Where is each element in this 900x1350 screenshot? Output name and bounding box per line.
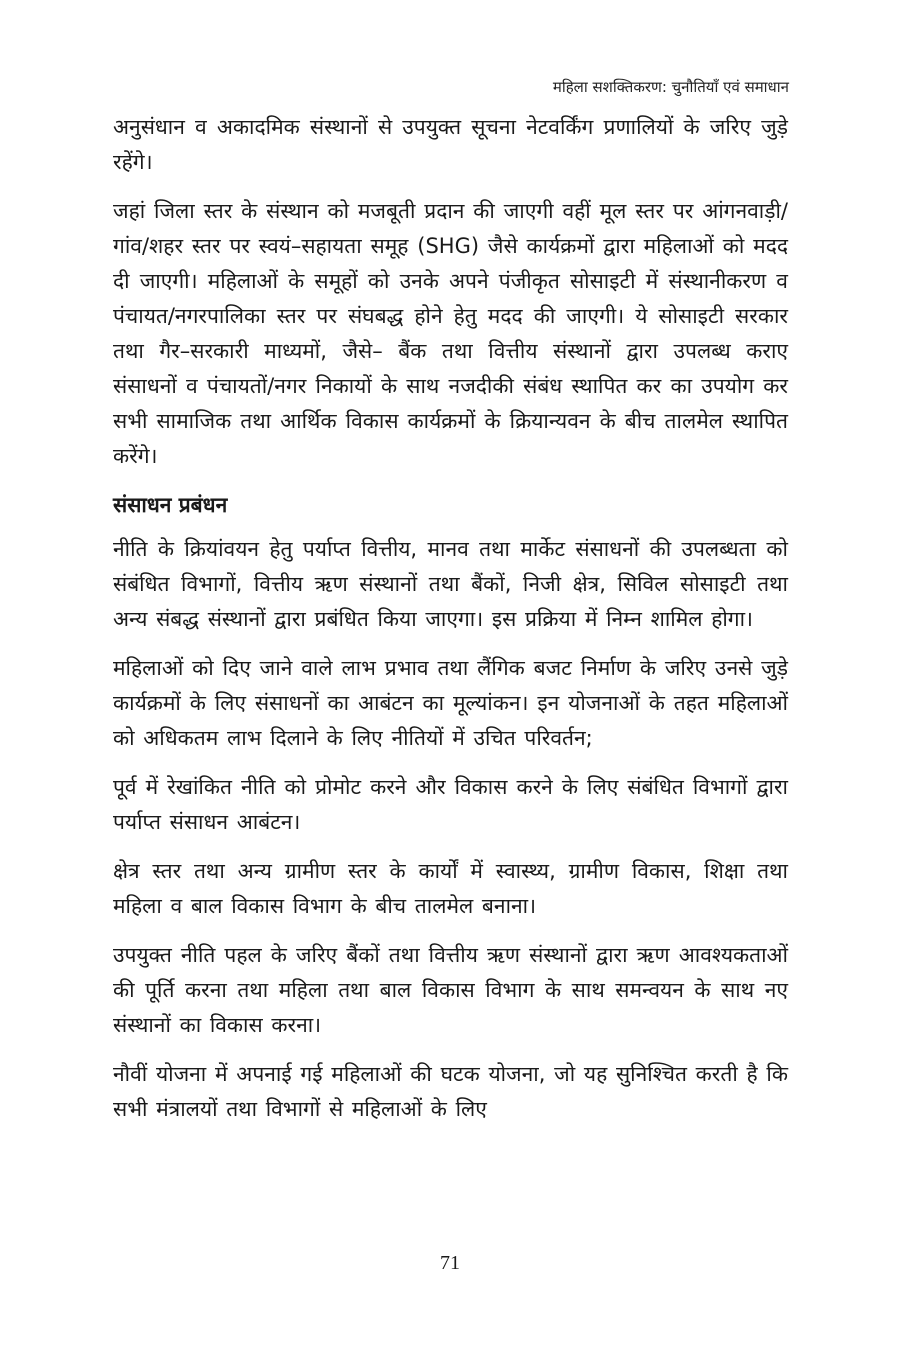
page-body <box>113 110 788 1141</box>
paragraph-resource-allocation: पूर्व में रेखांकित नीति को प्रोमोट करने और विकास करने के लिए संबंधित विभागों द्वारा पर्याप्त संसाधन आबंटन। <box>113 775 788 834</box>
paragraph-field-coordination: क्षेत्र स्तर तथा अन्य ग्रामीण स्तर के कार्यों में स्वास्थ्य, ग्रामीण विकास, शिक्षा तथा महिला व बाल विकास विभाग के बीच तालमेल बनाना। <box>113 859 788 918</box>
paragraph-district-institutions: जहां जिला स्तर के संस्थान को मजबूती प्रदान की जाएगी वहीं मूल स्तर पर आंगनवाड़ी/गांव/शहर स्तर पर स्वयं–सहायता समूह (SHG) जैसे कार्यक्रमों द्वारा महिलाओं को मदद दी जाएगी। महिलाओं के समूहों को उनके अपने पंजीकृत सोसाइटी में संस्थानीकरण व पंचायत/नगरपालिका स्तर पर संघबद्ध होने हेतु मदद की जाएगी। ये सोसाइटी सरकार तथा गैर–सरकारी माध्यमों, जैसे– बैंक तथा वित्तीय संस्थानों द्वारा उपलब्ध कराए संसाधनों व पंचायतों/नगर निकायों के साथ नजदीकी संबंध स्थापित कर का उपयोग कर सभी सामाजिक तथा आर्थिक विकास कार्यक्रमों के क्रियान्यवन के बीच तालमेल स्थापित करेंगे। <box>113 199 788 468</box>
paragraph-gender-budgeting: महिलाओं को दिए जाने वाले लाभ प्रभाव तथा लैंगिक बजट निर्माण के जरिए उनसे जुड़े कार्यक्रमों के लिए संसाधनों का आबंटन का मूल्यांकन। इन योजनाओं के तहत महिलाओं को अधिकतम लाभ दिलाने के लिए नीतियों में उचित परिवर्तन; <box>113 656 788 750</box>
paragraph-resource-availability: नीति के क्रियांवयन हेतु पर्याप्त वित्तीय, मानव तथा मार्केट संसाधनों की उपलब्धता को संबंधित विभागों, वित्तीय ऋण संस्थानों तथा बैंकों, निजी क्षेत्र, सिविल सोसाइटी तथा अन्य संबद्ध संस्थानों द्वारा प्रबंधित किया जाएगा। इस प्रक्रिया में निम्न शामिल होगा। <box>113 537 788 631</box>
paragraph-credit-needs: उपयुक्त नीति पहल के जरिए बैंकों तथा वित्तीय ऋण संस्थानों द्वारा ऋण आवश्यकताओं की पूर्ति करना तथा महिला तथा बाल विकास विभाग के साथ समन्वयन के साथ नए संस्थानों का विकास करना। <box>113 943 788 1037</box>
paragraph-networking: अनुसंधान व अकादमिक संस्थानों से उपयुक्त सूचना नेटवर्किंग प्रणालियों के जरिए जुड़े रहेंगे। <box>113 115 788 174</box>
page-number: 71 <box>440 1252 460 1274</box>
section-heading-resource-management: संसाधन प्रबंधन <box>113 493 228 517</box>
running-header: महिला सशक्तिकरण: चुनौतियाँ एवं समाधान <box>552 78 789 96</box>
paragraph-ninth-plan: नौवीं योजना में अपनाई गई महिलाओं की घटक योजना, जो यह सुनिश्चित करती है कि सभी मंत्रालयों तथा विभागों से महिलाओं के लिए <box>113 1062 788 1121</box>
